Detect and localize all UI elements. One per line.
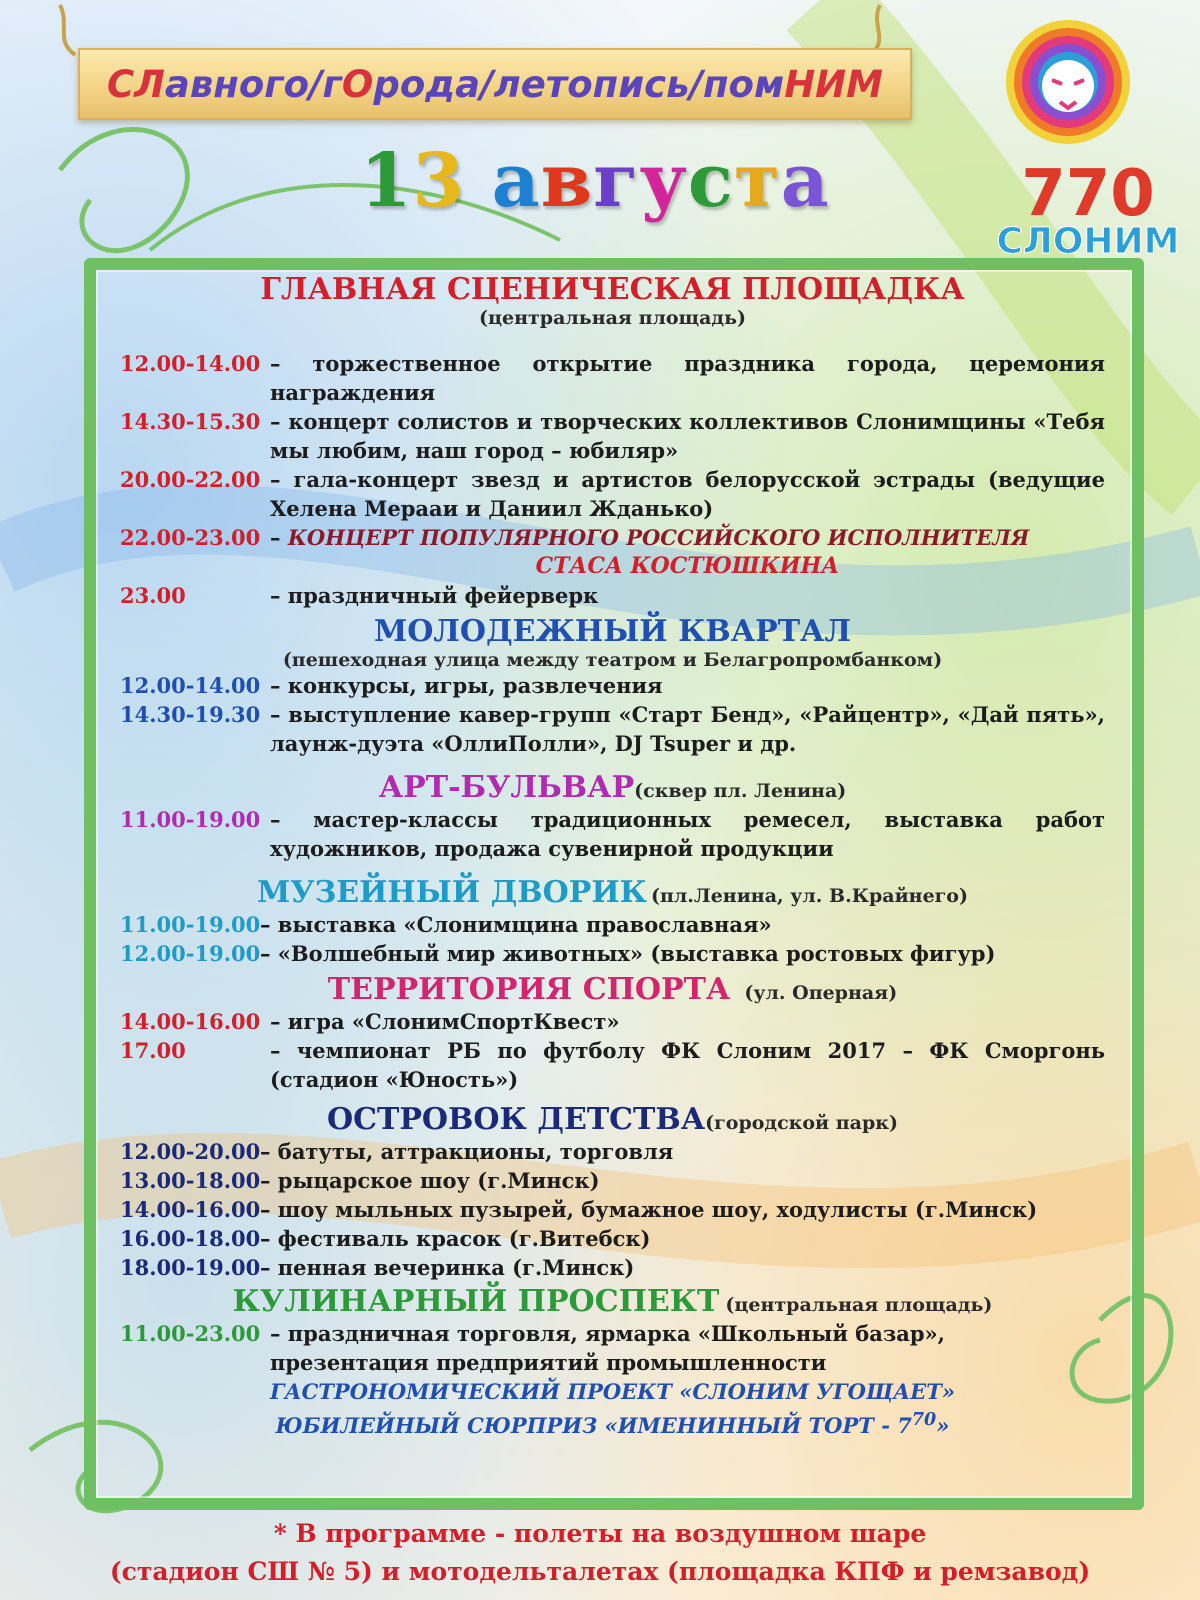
lion-logo: [988, 10, 1188, 260]
event-time: 14.00-16.00: [120, 1197, 261, 1222]
event-text: – «Волшебный мир животных» (выставка ростовых фигур): [260, 941, 996, 966]
event-time: 23.00: [120, 583, 186, 608]
event-text: – выступление кавер-групп «Старт Бенд», «Райцентр», «Дай пять», лаунж-дуэта «ОллиПолли», DJ Tsuper и др.: [270, 702, 1105, 756]
section-title: ТЕРРИТОРИЯ СПОРТА: [327, 972, 731, 1007]
event-text: – фестиваль красок (г.Витебск): [260, 1226, 651, 1251]
date-char: в: [540, 138, 594, 224]
event-time: 20.00-22.00: [120, 467, 261, 492]
schedule-row: [120, 465, 1105, 523]
event-time: 11.00-19.00: [120, 807, 261, 832]
event-time: 18.00-19.00: [120, 1255, 261, 1280]
performer-name: СТАСА КОСТЮШКИНА: [535, 553, 840, 579]
event-time: 16.00-18.00: [120, 1226, 261, 1251]
event-time: 11.00-19.00: [120, 912, 261, 937]
schedule-row: [120, 1319, 1105, 1377]
event-time: 22.00-23.00: [120, 525, 261, 550]
section-heading: [120, 875, 1105, 910]
section-title: МОЛОДЕЖНЫЙ КВАРТАЛ: [373, 614, 851, 649]
date-char: 3: [412, 138, 465, 224]
date-char: 1: [360, 138, 413, 224]
event-time: 12.00-14.00: [120, 351, 261, 376]
event-text: – конкурсы, игры, развлечения: [270, 673, 663, 698]
event-text: КОНЦЕРТ ПОПУЛЯРНОГО РОССИЙСКОГО ИСПОЛНИТЕЛЯ: [287, 525, 1030, 550]
banner-text-part: О: [341, 62, 374, 106]
event-time: 14.30-15.30: [120, 409, 261, 434]
date-char: т: [733, 138, 781, 224]
schedule-row: [120, 581, 1105, 610]
banner-text-part: СЛ: [107, 62, 165, 106]
logo-city: СЛОНИМ: [996, 221, 1180, 260]
date-heading: [360, 138, 830, 224]
schedule-row: [120, 349, 1105, 407]
section-heading: [120, 972, 1105, 1007]
event-text: – чемпионат РБ по футболу ФК Слоним 2017 – ФК Сморгонь (стадион «Юность»): [270, 1038, 1105, 1092]
lion-icon: [1006, 20, 1130, 144]
date-char: а: [780, 138, 830, 224]
event-text: – игра «СлонимСпортКвест»: [270, 1009, 620, 1034]
gastro-project: ГАСТРОНОМИЧЕСКИЙ ПРОЕКТ «СЛОНИМ УГОЩАЕТ»: [269, 1379, 955, 1404]
title-banner: [78, 48, 912, 120]
schedule-row: [120, 700, 1105, 758]
date-char: г: [593, 138, 640, 224]
event-time: 12.00-20.00: [120, 1139, 261, 1164]
schedule-row: [120, 1253, 1105, 1282]
jubilee-end: »: [936, 1413, 950, 1438]
schedule-row: [120, 1137, 1105, 1166]
section-subtitle: (пешеходная улица между театром и Белагропромбанком): [282, 649, 943, 671]
banner-text-part: НИМ: [784, 62, 883, 106]
banner-text-part: авного/г: [164, 62, 342, 106]
schedule-row: [120, 407, 1105, 465]
section-subtitle: (пл.Ленина, ул. В.Крайнего): [650, 885, 968, 907]
event-time: 12.00-14.00: [120, 673, 261, 698]
section-title: КУЛИНАРНЫЙ ПРОСПЕКТ: [232, 1284, 720, 1319]
event-text: – праздничная торговля, ярмарка «Школьный базар», презентация предприятий промышленности: [270, 1321, 945, 1375]
banner-text-part: рода/летопись/пом: [373, 62, 785, 106]
section-heading: [120, 1102, 1105, 1137]
section-subtitle: (сквер пл. Ленина): [634, 780, 847, 802]
schedule-row: [120, 1195, 1105, 1224]
schedule-row: [120, 523, 1105, 552]
event-text: – рыцарское шоу (г.Минск): [260, 1168, 600, 1193]
date-char: а: [491, 138, 541, 224]
schedule-row: [120, 805, 1105, 863]
jubilee-surprise: [120, 1406, 1105, 1440]
section-subtitle: (центральная площадь): [725, 1294, 993, 1316]
schedule-row: [120, 1036, 1105, 1094]
event-time: 14.30-19.30: [120, 702, 261, 727]
schedule-row: [120, 939, 1105, 968]
logo-number: 770: [1021, 157, 1155, 231]
event-text: – гала-концерт звезд и артистов белорусской эстрады (ведущие Хелена Мерааи и Даниил Жданько): [270, 467, 1105, 521]
event-text: – батуты, аттракционы, торговля: [260, 1139, 674, 1164]
event-time: 11.00-23.00: [120, 1321, 261, 1346]
schedule-row: [120, 910, 1105, 939]
event-text: – концерт солистов и творческих коллективов Слонимщины «Тебя мы любим, наш город – юбиляр»: [270, 409, 1105, 463]
section-subtitle: (центральная площадь): [479, 307, 746, 329]
event-text: – шоу мыльных пузырей, бумажное шоу, ходулисты (г.Минск): [260, 1197, 1038, 1222]
section-subtitle: (городской парк): [705, 1112, 898, 1134]
schedule-row: [120, 1166, 1105, 1195]
banner-title: [80, 50, 910, 118]
section-heading: [120, 770, 1105, 805]
date-char: у: [639, 138, 688, 224]
schedule-row: [120, 1007, 1105, 1036]
event-text: – пенная вечеринка (г.Минск): [260, 1255, 635, 1280]
schedule-row: [120, 1224, 1105, 1253]
event-text: – торжественное открытие праздника города, церемония награждения: [270, 351, 1105, 405]
event-time: 13.00-18.00: [120, 1168, 261, 1193]
program-content: [120, 268, 1105, 1440]
jubilee-sup: 70: [911, 1410, 937, 1430]
section-title: МУЗЕЙНЫЙ ДВОРИК: [257, 875, 647, 910]
schedule-row: [120, 671, 1105, 700]
event-time: 14.00-16.00: [120, 1009, 261, 1034]
footer-line: * В программе - полеты на воздушном шаре: [273, 1519, 927, 1548]
section-heading: [120, 1284, 1105, 1319]
footer-line: (стадион СШ № 5) и мотодельталетах (площадка КПФ и ремзавод): [109, 1557, 1091, 1586]
schedule-row: [120, 552, 1105, 581]
section-subtitle: (ул. Оперная): [744, 982, 898, 1004]
section-title: ОСТРОВОК ДЕТСТВА: [327, 1102, 706, 1137]
date-char: с: [687, 138, 734, 224]
jubilee-text: ЮБИЛЕЙНЫЙ СЮРПРИЗ «ИМЕНИННЫЙ ТОРТ - 7: [275, 1413, 912, 1438]
event-time: 12.00-19.00: [120, 941, 261, 966]
event-text: – праздничный фейерверк: [270, 583, 599, 608]
footer-note: [0, 1515, 1200, 1591]
event-text: – мастер-классы традиционных ремесел, выставка работ художников, продажа сувенирной продукции: [270, 807, 1105, 861]
event-time: 17.00: [120, 1038, 186, 1063]
section-title: АРТ-БУЛЬВАР: [378, 770, 635, 805]
event-dash: –: [270, 525, 288, 550]
section-title: ГЛАВНАЯ СЦЕНИЧЕСКАЯ ПЛОЩАДКА: [260, 272, 965, 307]
event-text: – выставка «Слонимщина православная»: [260, 912, 772, 937]
